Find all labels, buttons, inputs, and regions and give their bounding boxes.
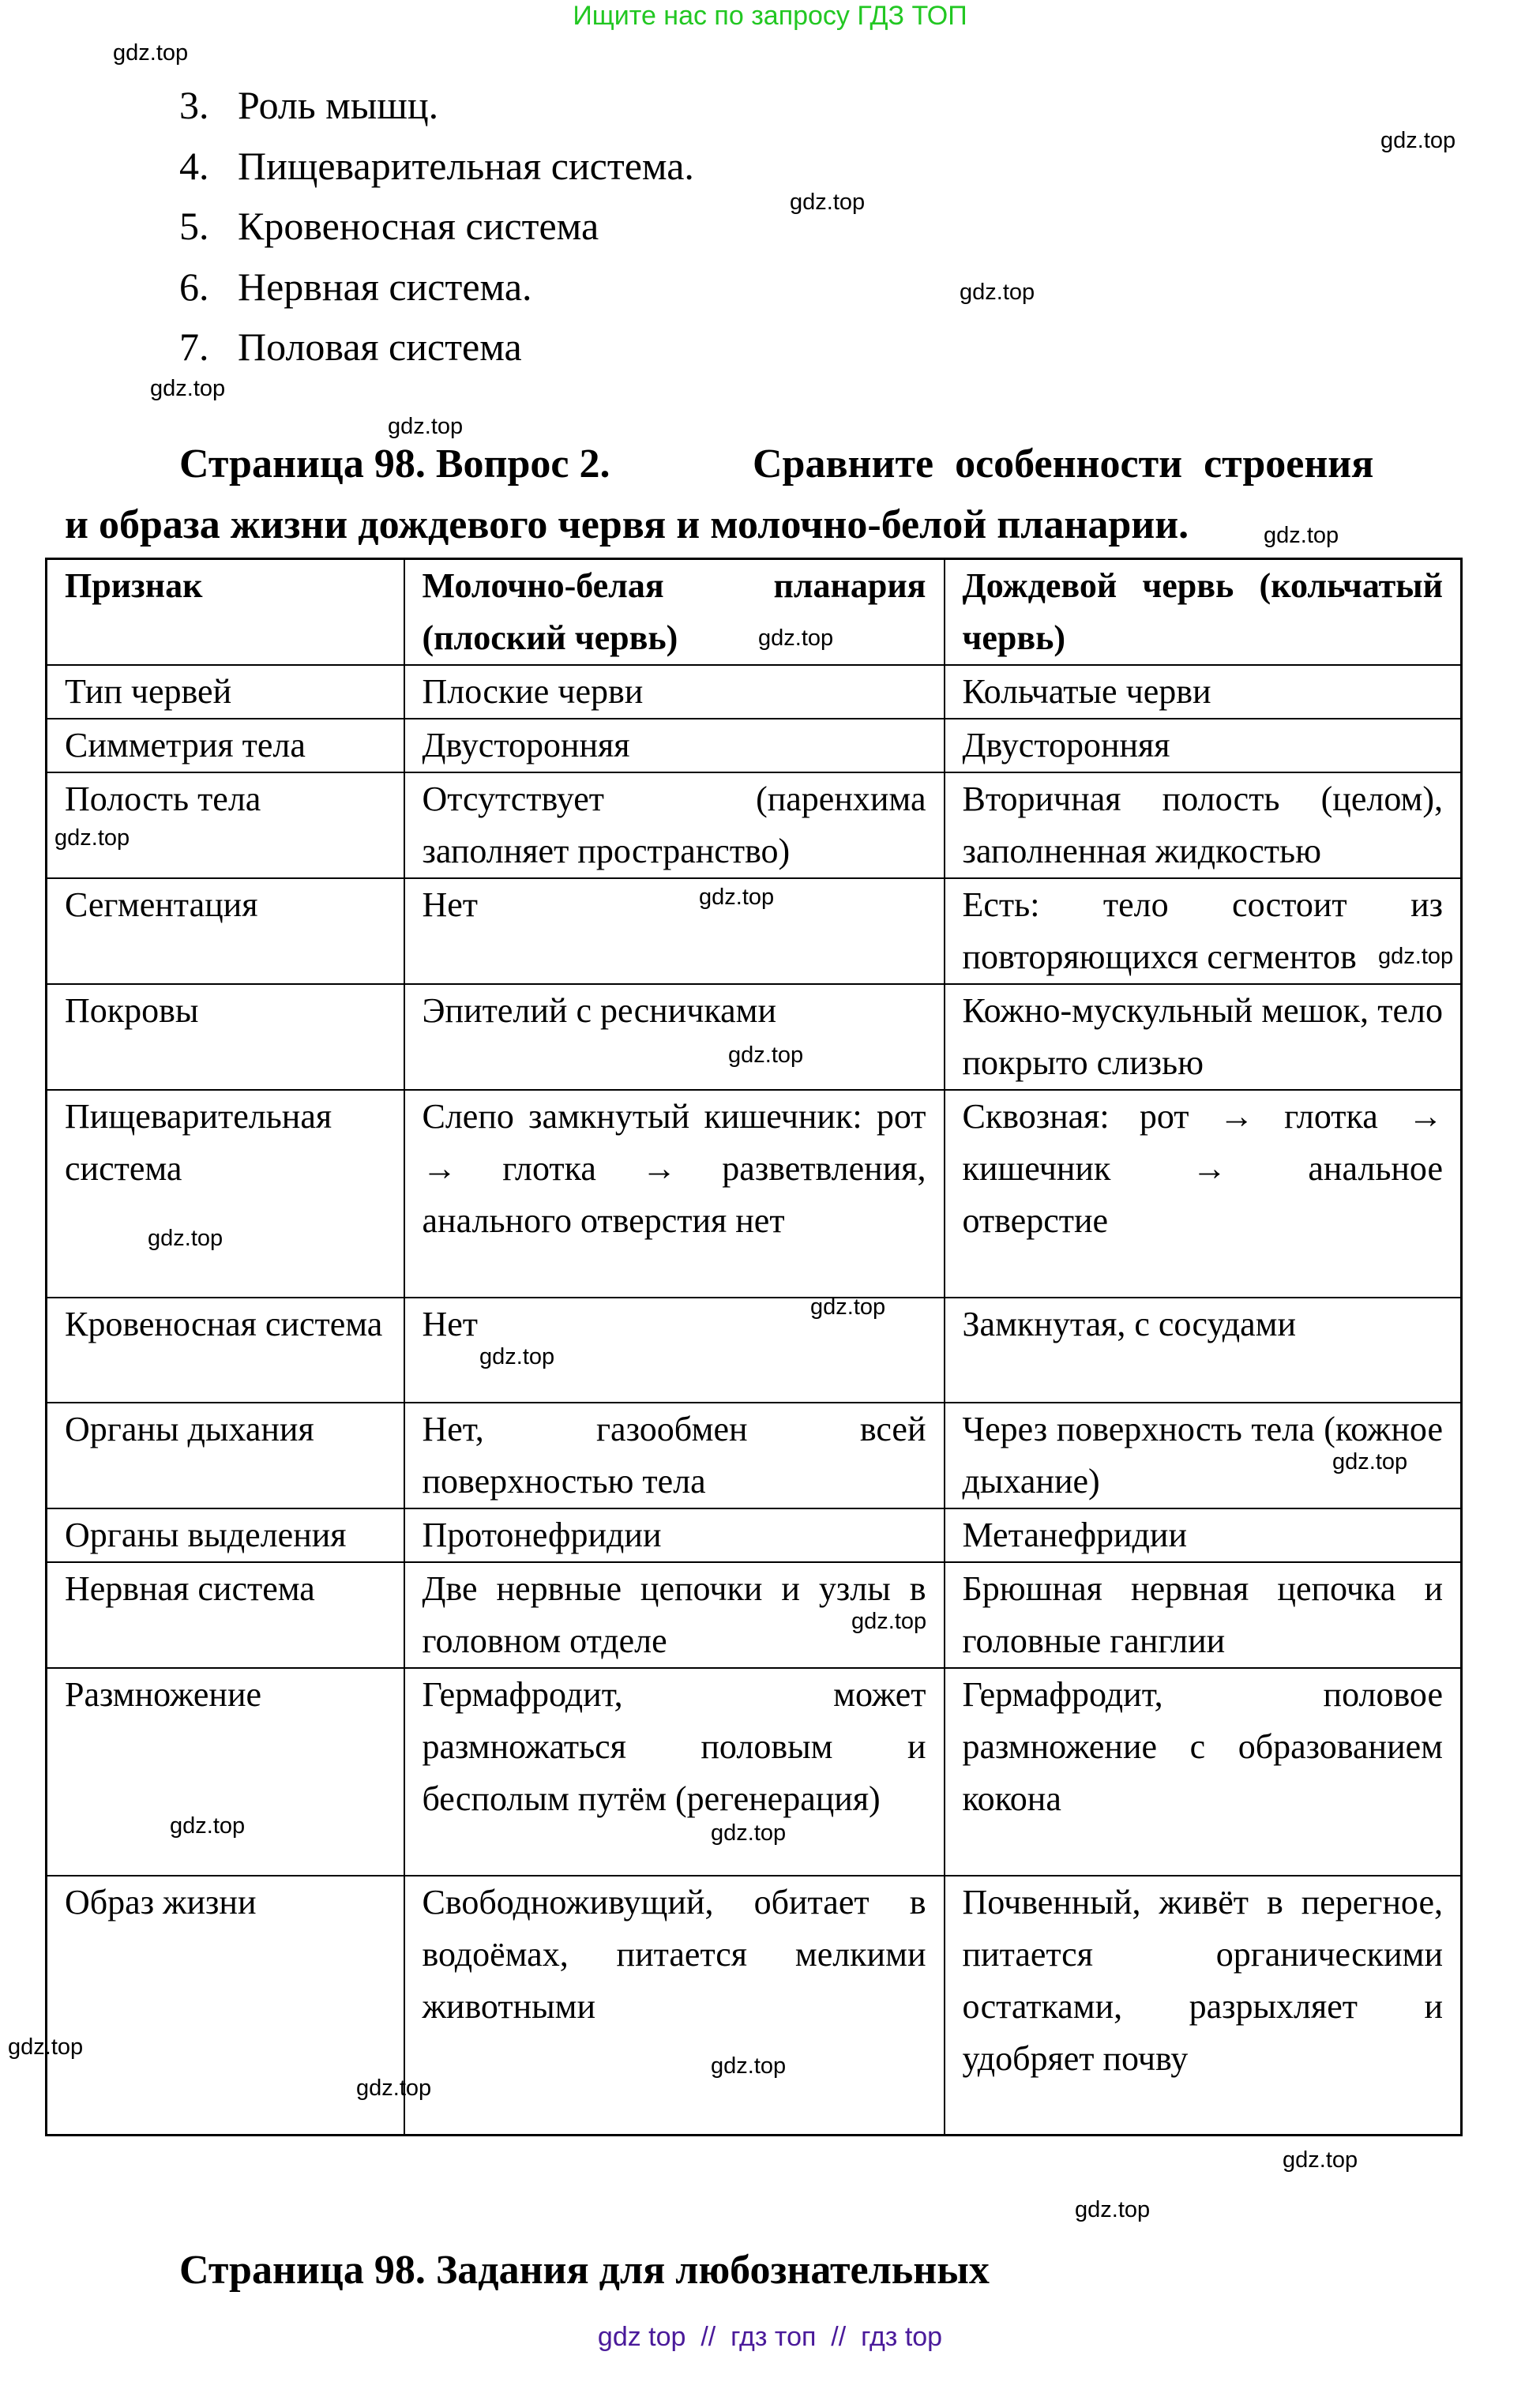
watermark: gdz.top [1264,523,1339,548]
watermark: gdz.top [1380,128,1456,153]
watermark: gdz.top [54,825,130,851]
question-text-line2: и образа жизни дождевого червя и молочно-белой планарии. [65,502,1189,547]
feature-cell: Образ жизни [47,1876,404,2135]
list-number: 3. [179,83,209,127]
watermark: gdz.top [1283,2147,1358,2173]
list-text: Пищеварительная система. [238,143,694,188]
column-header: Признак [47,559,404,666]
earthworm-cell: Почвенный, живёт в перегное, питается органическими остатками, разрыхляет и удобряет почву [945,1876,1462,2135]
planaria-cell: Отсутствует (паренхима заполняет пространство) [404,772,945,878]
feature-cell: Нервная система [47,1562,404,1668]
feature-cell: Кровеносная система [47,1298,404,1403]
planaria-cell: Гермафродит, может размножаться половым и бесполым путём (регенерация) [404,1668,945,1876]
table-row [47,772,1462,878]
earthworm-cell: Замкнутая, с сосудами [945,1298,1462,1403]
footer-links[interactable]: gdz top // гдз топ // гдз top [597,2322,943,2352]
earthworm-cell: Вторичная полость (целом), заполненная жидкостью [945,772,1462,878]
list-item [179,79,694,140]
earthworm-cell: Кольчатые черви [945,665,1462,719]
earthworm-cell: Есть: тело состоит из повторяющихся сегментов [945,878,1462,984]
watermark: gdz.top [148,1226,223,1251]
earthworm-cell: Брюшная нервная цепочка и головные ганглии [945,1562,1462,1668]
feature-cell: Симметрия тела [47,719,404,772]
list-number: 6. [179,264,209,309]
table-header-row [47,559,1462,666]
planaria-cell: Свободноживущий, обитает в водоёмах, питается мелкими животными [404,1876,945,2135]
watermark: gdz.top [8,2034,84,2060]
organ-systems-list [179,79,694,381]
list-text: Нервная система. [238,264,532,309]
watermark: gdz.top [356,2076,432,2101]
watermark: gdz.top [711,2053,787,2079]
list-text: Половая система [238,325,522,369]
list-item [179,200,694,261]
watermark: gdz.top [699,885,775,910]
column-header: Молочно-белая планария (плоский червь) [404,559,945,666]
planaria-cell: Эпителий с ресничками [404,984,945,1090]
table-row [47,1403,1462,1508]
column-header: Дождевой червь (кольчатый червь) [945,559,1462,666]
watermark: gdz.top [388,414,464,439]
list-number: 5. [179,204,209,248]
earthworm-cell: Через поверхность тела (кожное дыхание) [945,1403,1462,1508]
list-item [179,261,694,321]
comparison-table [45,558,1463,2136]
watermark: gdz.top [1378,944,1454,969]
watermark: gdz.top [479,1344,555,1369]
watermark: gdz.top [150,376,226,401]
planaria-cell: Нет [404,878,945,984]
planaria-cell: Две нервные цепочки и узлы в головном отделе [404,1562,945,1668]
watermark: gdz.top [1332,1449,1408,1474]
table-row [47,665,1462,719]
list-text: Кровеносная система [238,204,599,248]
table-row [47,1508,1462,1562]
watermark: gdz.top [711,1820,787,1846]
watermark: gdz.top [851,1609,927,1634]
list-number: 4. [179,143,209,188]
planaria-cell: Плоские черви [404,665,945,719]
table-row [47,984,1462,1090]
earthworm-cell: Двусторонняя [945,719,1462,772]
earthworm-cell: Кожно-мускульный мешок, тело покрыто слизью [945,984,1462,1090]
earthworm-cell: Сквозная: рот → глотка → кишечник → анальное отверстие [945,1090,1462,1298]
earthworm-cell: Гермафродит, половое размножение с образованием кокона [945,1668,1462,1876]
earthworm-cell: Метанефридии [945,1508,1462,1562]
watermark: gdz.top [728,1042,804,1068]
feature-cell: Тип червей [47,665,404,719]
feature-cell: Покровы [47,984,404,1090]
planaria-cell: Протонефридии [404,1508,945,1562]
list-text: Роль мышц. [238,83,439,127]
feature-cell: Размножение [47,1668,404,1876]
search-banner[interactable]: Ищите нас по запросу ГДЗ ТОП [573,1,967,31]
watermark: gdz.top [758,625,834,651]
table-row [47,1562,1462,1668]
planaria-cell: Нет [404,1298,945,1403]
watermark: gdz.top [170,1813,246,1839]
planaria-cell: Двусторонняя [404,719,945,772]
list-number: 7. [179,325,209,369]
table-row [47,1876,1462,2135]
watermark: gdz.top [1075,2197,1151,2222]
feature-cell: Пищеварительная система [47,1090,404,1298]
feature-cell: Полость тела [47,772,404,878]
feature-cell: Сегментация [47,878,404,984]
table-row [47,1298,1462,1403]
question-heading: Страница 98. Вопрос 2. [179,441,610,486]
feature-cell: Органы дыхания [47,1403,404,1508]
watermark: gdz.top [960,280,1035,305]
planaria-cell: Слепо замкнутый кишечник: рот → глотка → разветвления, анального отверстия нет [404,1090,945,1298]
table-row [47,719,1462,772]
question-text: Сравните особенности строения [753,441,1374,486]
list-item [179,140,694,201]
section-heading: Страница 98. Задания для любознательных [179,2248,990,2293]
table-row [47,1090,1462,1298]
watermark: gdz.top [113,40,189,66]
feature-cell: Органы выделения [47,1508,404,1562]
watermark: gdz.top [790,190,866,215]
planaria-cell: Нет, газообмен всей поверхностью тела [404,1403,945,1508]
watermark: gdz.top [810,1294,886,1320]
list-item [179,321,694,381]
